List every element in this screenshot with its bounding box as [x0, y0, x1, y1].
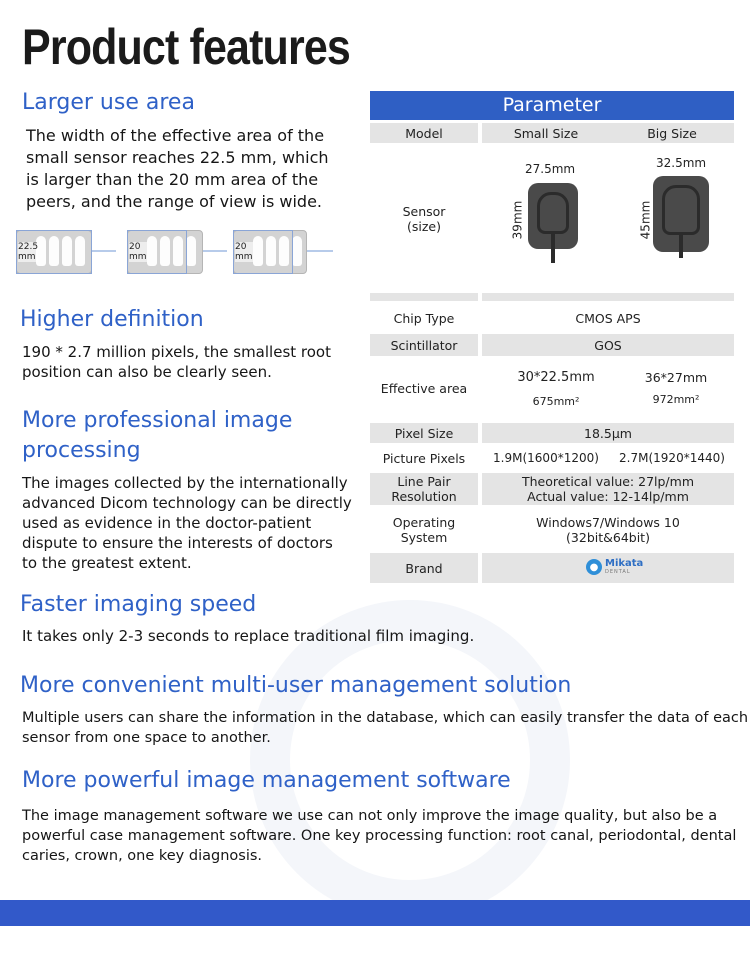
picture-pixels-small: 1.9M(1600*1200): [493, 450, 599, 465]
tooth-xray-image-2: [127, 230, 227, 274]
effective-area-small-mm2: 675mm²: [532, 394, 580, 408]
mikata-logo-icon: ●: [586, 559, 602, 575]
label-line: System: [400, 530, 448, 545]
paragraph-larger-use-area: [26, 125, 329, 213]
tooth-xray-image-1: [16, 230, 116, 274]
text-line: sensor from one space to another.: [22, 730, 271, 746]
operating-system-value: [482, 514, 734, 546]
line-pair-resolution-label: [370, 473, 478, 505]
brand-label: Brand: [370, 553, 478, 583]
text-line: used as evidence in the doctor-patient: [22, 514, 312, 532]
text-line: The image management software we use can not only improve the image quality, but also be a: [22, 808, 718, 824]
size-label: 20 mm: [129, 242, 147, 262]
line-pair-resolution-value: [482, 473, 734, 505]
parameter-table-header: Parameter: [370, 91, 734, 120]
text-line: powerful case management software. One key processing function: root canal, periodontal, dental: [22, 828, 737, 844]
heading-image-management-software: More powerful image management software: [22, 768, 511, 793]
heading-larger-use-area: Larger use area: [22, 90, 195, 115]
text-line: peers, and the range of view is wide.: [26, 192, 322, 211]
paragraph-multi-user-management: [22, 708, 748, 748]
value-line: Theoretical value: 27lp/mm: [521, 474, 694, 489]
label-line: (size): [407, 219, 441, 234]
heading-multi-user-management: More convenient multi-user management solution: [20, 673, 572, 698]
sensor-cable: [203, 250, 227, 252]
pixel-size-value: 18.5μm: [482, 423, 734, 443]
big-sensor-height: 45mm: [638, 200, 653, 240]
effective-area-big-mm2: 972mm²: [652, 392, 700, 406]
paragraph-professional-image-processing: [22, 473, 352, 573]
text-line: caries, crown, one key diagnosis.: [22, 848, 263, 864]
picture-pixels-label: Picture Pixels: [382, 450, 466, 466]
text-line: to the greatest extent.: [22, 554, 192, 572]
operating-system-label: [370, 514, 478, 546]
heading-line: processing: [22, 438, 141, 463]
value-line: Windows7/Windows 10: [536, 515, 680, 530]
value-line: Actual value: 12-14lp/mm: [527, 489, 689, 504]
sensor-cable: [92, 250, 116, 252]
sensor-cable: [307, 250, 333, 252]
text-line: position can also be clearly seen.: [22, 363, 272, 381]
big-sensor-image: [653, 176, 709, 252]
heading-line: More professional image: [22, 408, 293, 433]
label-line: Resolution: [391, 489, 457, 504]
sensor-size-label: [370, 201, 478, 237]
text-line: 190 * 2.7 million pixels, the smallest root: [22, 343, 331, 361]
size-label: 20 mm: [235, 242, 253, 262]
heading-higher-definition: Higher definition: [20, 307, 204, 332]
parameter-table: [370, 91, 734, 591]
text-line: Multiple users can share the information in the database, which can easily transfer the data of each: [22, 710, 749, 726]
effective-area-big-dims: 36*27mm: [644, 369, 708, 385]
paragraph-higher-definition: [22, 342, 331, 382]
scintillator-value: GOS: [482, 334, 734, 356]
heading-professional-image-processing: [22, 406, 292, 466]
scintillator-label: Scintillator: [370, 334, 478, 356]
small-sensor-height: 39mm: [510, 200, 525, 240]
text-line: is larger than the 20 mm area of the: [26, 170, 319, 189]
text-line: small sensor reaches 22.5 mm, which: [26, 148, 329, 167]
small-sensor-width: 27.5mm: [525, 162, 576, 176]
model-big-size: Big Size: [647, 125, 697, 141]
separator-strip: [482, 293, 734, 301]
size-label: 22.5 mm: [18, 242, 39, 262]
model-label: Model: [370, 123, 478, 143]
paragraph-faster-imaging-speed: [22, 626, 474, 646]
effective-area-label: Effective area: [380, 380, 468, 396]
label-line: Sensor: [402, 204, 446, 219]
text-line: advanced Dicom technology can be directly: [22, 494, 352, 512]
big-sensor-width: 32.5mm: [656, 156, 707, 170]
separator-strip: [370, 293, 478, 301]
model-small-size: Small Size: [513, 125, 579, 141]
footer-bar: [0, 900, 750, 926]
mikata-logo-text: Mikata DENTAL: [605, 558, 644, 575]
small-sensor-image: [528, 183, 578, 249]
heading-faster-imaging-speed: Faster imaging speed: [20, 592, 257, 617]
text-line: It takes only 2-3 seconds to replace traditional film imaging.: [22, 627, 475, 645]
picture-pixels-big: 2.7M(1920*1440): [619, 450, 725, 465]
pixel-size-label: Pixel Size: [370, 423, 478, 443]
text-line: The width of the effective area of the: [26, 126, 325, 145]
label-line: Operating: [392, 515, 456, 530]
text-line: dispute to ensure the interests of doctors: [22, 534, 333, 552]
mikata-logo: [586, 559, 643, 575]
effective-area-small-dims: 30*22.5mm: [517, 369, 595, 385]
chip-type-label: Chip Type: [393, 310, 455, 326]
page-title: Product features: [22, 19, 350, 75]
chip-type-value: CMOS APS: [575, 310, 641, 326]
text-line: The images collected by the internationally: [22, 474, 348, 492]
tooth-xray-image-3: [233, 230, 333, 274]
value-line: (32bit&64bit): [566, 530, 650, 545]
paragraph-image-management-software: [22, 806, 736, 866]
background-gear-watermark: [250, 600, 570, 920]
label-line: Line Pair: [397, 474, 451, 489]
